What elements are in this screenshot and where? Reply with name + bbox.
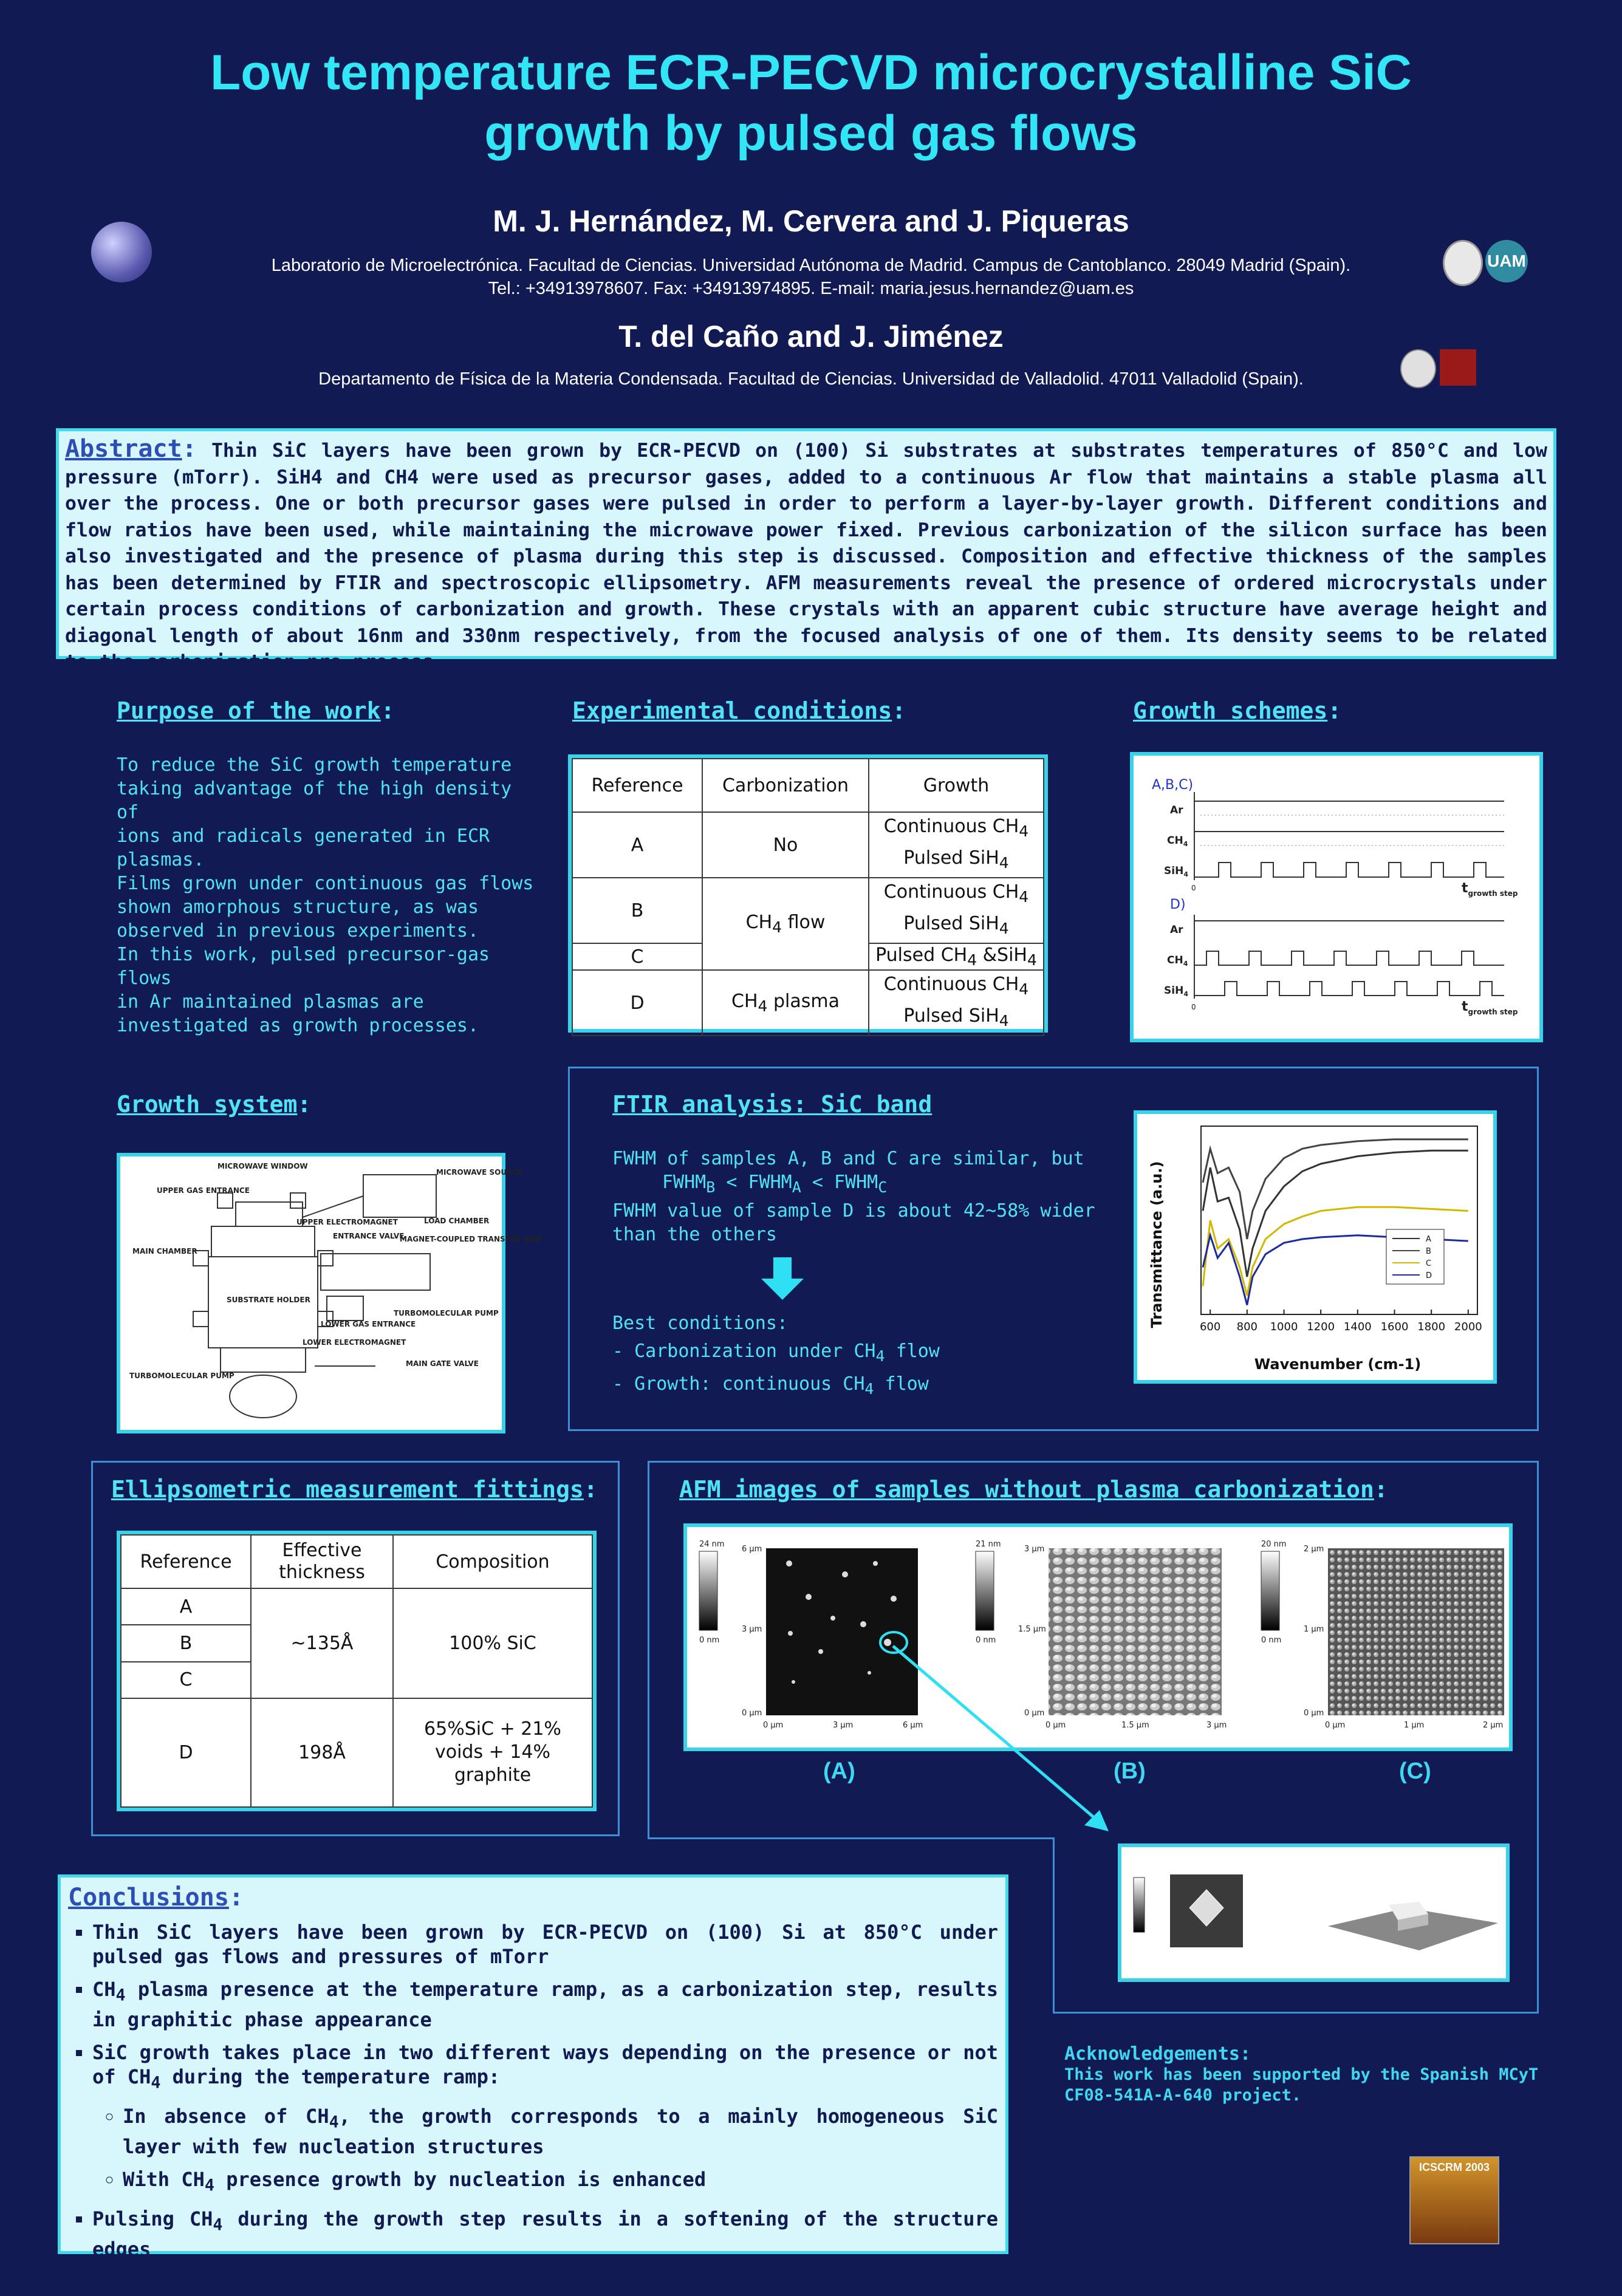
x-tick-label: 1800 xyxy=(1417,1321,1446,1333)
svg-text:6 μm: 6 μm xyxy=(742,1545,762,1554)
list-item: ▪ Thin SiC layers have been grown by ECR-PECVD on (100) Si at 850°C under pulsed gas flows and pressures of mTorr xyxy=(92,1920,998,1969)
series-line-B xyxy=(1203,1139,1468,1239)
svg-text:MICROWAVE SOURCE: MICROWAVE SOURCE xyxy=(436,1168,523,1177)
x-tick-label: 1000 xyxy=(1270,1321,1298,1333)
svg-text:UPPER GAS ENTRANCE: UPPER GAS ENTRANCE xyxy=(157,1186,250,1195)
table-row: C xyxy=(121,1662,592,1698)
svg-text:1.5 μm: 1.5 μm xyxy=(1018,1625,1046,1634)
ellipsometry-table-box xyxy=(117,1531,597,1811)
afm-label-c: (C) xyxy=(1399,1758,1431,1784)
svg-text:SUBSTRATE HOLDER: SUBSTRATE HOLDER xyxy=(227,1296,310,1304)
poster-title: Low temperature ECR-PECVD microcrystalline SiC growth by pulsed gas flows xyxy=(210,45,1412,161)
growth-system-heading: Growth system: xyxy=(117,1091,312,1118)
list-item: ◦ In absence of $CH_4$, the growth corresponds to a mainly homogeneous SiC layer with few nucleation structures xyxy=(123,2104,998,2159)
afm-zoom-box xyxy=(1118,1843,1510,1982)
svg-text:LOWER ELECTROMAGNET: LOWER ELECTROMAGNET xyxy=(303,1338,406,1347)
acknowledgements: Acknowledgements: This work has been supported by the Spanish MCyT CF08-541A-A-640 project. xyxy=(1064,2043,1539,2105)
chart-xlabel: Wavenumber (cm-1) xyxy=(1254,1356,1422,1373)
purpose-text: To reduce the SiC growth temperature taking advantage of the high density of ions and radicals generated in ECR plasmas. Films grown under continuous gas flows shown amorphous structure, as was observed in previous experiments. In this work, pulsed precursor-gas flows in Ar maintained plasmas are investigated as growth processes. xyxy=(117,754,534,1036)
authors-1: M. J. Hernández, M. Cervera and J. Piqueras xyxy=(493,204,1129,238)
valladolid-logo-icon xyxy=(1440,349,1476,386)
svg-text:2 μm: 2 μm xyxy=(1304,1545,1324,1554)
list-item: ▪ Pulsing $CH_4$ during the growth step results in a softening of the structure edges xyxy=(92,2207,998,2261)
svg-text:ENTRANCE VALVE: ENTRANCE VALVE xyxy=(333,1232,405,1240)
affiliation-1: Laboratorio de Microelectrónica. Facultad de Ciencias. Universidad Autónoma de Madrid. Campus de Cantoblanco. 28049 Madrid (Spain). Tel.: +34913978607. Fax: +34913974895. E-mail: maria.jesus.hernandez@uam.es xyxy=(271,256,1351,298)
scheme-label-abc: A,B,C) xyxy=(1152,777,1194,793)
university-seal-icon xyxy=(1443,240,1483,286)
experimental-heading: Experimental conditions: xyxy=(572,697,906,724)
scheme-label-d: D) xyxy=(1170,897,1186,912)
svg-text:CH4: $CH_4$ xyxy=(1167,835,1188,848)
svg-text:21 nm: 21 nm xyxy=(976,1540,1001,1549)
svg-text:0 μm: 0 μm xyxy=(763,1721,784,1730)
table-row: A ~135Å 100% SiC xyxy=(121,1588,592,1625)
afm-label-b: (B) xyxy=(1114,1758,1146,1784)
ftir-heading: FTIR analysis: SiC band xyxy=(612,1091,932,1118)
ftir-chart xyxy=(1137,1114,1493,1380)
legend-label: B xyxy=(1426,1247,1431,1256)
table-row: C Pulsed $CH_4$ &SiH$_4$ xyxy=(572,943,1044,970)
svg-text:0 μm: 0 μm xyxy=(1304,1709,1324,1718)
svg-text:MAIN GATE VALVE: MAIN GATE VALVE xyxy=(406,1359,479,1368)
svg-text:3 μm: 3 μm xyxy=(742,1625,762,1634)
svg-text:3 μm: 3 μm xyxy=(1206,1721,1227,1730)
svg-text:LOAD CHAMBER: LOAD CHAMBER xyxy=(424,1217,490,1225)
ellipsometry-heading: Ellipsometric measurement fittings: xyxy=(111,1476,598,1503)
x-tick-label: 1200 xyxy=(1307,1321,1335,1333)
afm-label-a: (A) xyxy=(823,1758,855,1784)
ellipsometry-table: Reference Effective thickness Composition A ~135Å 100% SiC B C D 198Å 65%SiC + 21% voids + 14% graphite xyxy=(120,1534,593,1808)
ftir-text: FWHM of samples A, B and C are similar, but $FWHM_B$ < $FWHM_A$ < $FWHM_C$ FWHM value of sample D is about 42~58% wider than the others xyxy=(612,1148,1095,1245)
svg-text:0 nm: 0 nm xyxy=(976,1636,996,1645)
affiliation-2: Departamento de Física de la Materia Condensada. Facultad de Ciencias. Universidad de Valladolid. 47011 Valladolid (Spain). xyxy=(318,369,1304,389)
legend-label: D xyxy=(1426,1271,1432,1280)
svg-text:0 nm: 0 nm xyxy=(699,1636,720,1645)
afm-zoom-images xyxy=(1121,1847,1506,1978)
svg-text:tgrowth step: $t_{growth step}$ xyxy=(1462,999,1518,1016)
svg-text:MICROWAVE WINDOW: MICROWAVE WINDOW xyxy=(217,1162,308,1170)
growth-schemes-heading: Growth schemes: xyxy=(1133,697,1342,724)
abstract-box xyxy=(56,428,1556,673)
growth-schemes-box xyxy=(1130,752,1543,1042)
legend-box xyxy=(1386,1229,1444,1284)
list-item: ▪ $CH_4$ plasma presence at the temperature ramp, as a carbonization step, results in graphitic phase appearance xyxy=(92,1977,998,2032)
down-arrow-icon xyxy=(761,1257,804,1300)
svg-text:1 μm: 1 μm xyxy=(1304,1625,1324,1634)
svg-text:2 μm: 2 μm xyxy=(1483,1721,1504,1730)
conclusions-box xyxy=(58,1874,1008,2261)
list-item: ▪ SiC growth takes place in two different ways depending on the presence or not of $CH_4$ during the temperature ramp: ◦ In absence of $CH_4$, the growth corresponds to a mainly homogeneous SiC layer with few nucleation structures ◦ With $CH_4$ presence growth by nucleation is enhanced xyxy=(92,2040,998,2198)
x-tick-label: 2000 xyxy=(1454,1321,1482,1333)
abstract-text: Abstract: Thin SiC layers have been grown by ECR-PECVD on (100) Si substrates at substrates temperatures of 850°C and low pressure (mTorr). SiH4 and CH4 were used as precursor gases, added to a continuous Ar flow that maintains a stable plasma all over the process. One or both precursor gases were pulsed in order to perform a layer-by-layer growth. Different conditions and flow ratios have been used, while maintaining the microwave power fixed. Previous carbonization of the silicon surface has been also investigated and the presence of plasma during this step is discussed. Composition and effective thickness of the samples has been determined by FTIR and spectroscopic ellipsometry. AFM measurements reveal the presence of ordered microcrystals under certain process conditions of carbonization and growth. These crystals with an apparent cubic structure have average height and diagonal length of about 16nm and 330nm respectively, from the focused analysis of one of them. Its density seems to be related to the carbonization pre-process. xyxy=(65,435,1547,673)
valladolid-seal-icon xyxy=(1400,349,1436,388)
table-row: B xyxy=(121,1625,592,1661)
svg-text:3 μm: 3 μm xyxy=(1024,1545,1045,1554)
svg-text:1.5 μm: 1.5 μm xyxy=(1121,1721,1149,1730)
table-row: A No Continuous $CH_4$ Pulsed SiH$_4$ xyxy=(572,812,1044,878)
svg-text:UPPER ELECTROMAGNET: UPPER ELECTROMAGNET xyxy=(296,1218,398,1226)
svg-text:0 μm: 0 μm xyxy=(742,1709,762,1718)
conference-logo-icon: ICSCRM 2003 xyxy=(1409,2156,1499,2244)
svg-text:LOWER GAS ENTRANCE: LOWER GAS ENTRANCE xyxy=(321,1320,416,1328)
chart-ylabel: Transmittance (a.u.) xyxy=(1148,1161,1165,1328)
svg-text:0: 0 xyxy=(1191,1003,1196,1011)
purpose-heading: Purpose of the work: xyxy=(117,697,395,724)
reactor-diagram xyxy=(120,1157,542,1430)
x-tick-label: 1400 xyxy=(1343,1321,1372,1333)
ftir-best-conditions: Best conditions: - Carbonization under $CH_4$ flow - Growth: continuous $CH_4$ flow xyxy=(612,1313,940,1398)
svg-text:SiH4: SiH$_4$ xyxy=(1164,865,1188,878)
table-row: B $CH_4$ flow Continuous $CH_4$ Pulsed SiH$_4$ xyxy=(572,878,1044,943)
afm-heading: AFM images of samples without plasma carbonization: xyxy=(679,1476,1388,1503)
svg-text:0 μm: 0 μm xyxy=(1045,1721,1066,1730)
svg-text:6 μm: 6 μm xyxy=(903,1721,923,1730)
legend-label: C xyxy=(1426,1259,1432,1268)
x-tick-label: 600 xyxy=(1199,1321,1221,1333)
svg-text:tgrowth step: $t_{growth step}$ xyxy=(1462,881,1518,898)
conclusions-heading: Conclusions: xyxy=(68,1884,244,1912)
svg-text:0 nm: 0 nm xyxy=(1261,1636,1282,1645)
legend-label: A xyxy=(1426,1235,1431,1244)
svg-text:0 μm: 0 μm xyxy=(1325,1721,1346,1730)
svg-text:SiH4: SiH$_4$ xyxy=(1164,985,1188,998)
abstract-label: Abstract xyxy=(65,435,182,463)
svg-text:3 μm: 3 μm xyxy=(833,1721,854,1730)
svg-text:0: 0 xyxy=(1191,884,1196,892)
uam-logo-icon: UAM xyxy=(1485,240,1528,282)
svg-text:24 nm: 24 nm xyxy=(699,1540,725,1549)
x-tick-label: 1600 xyxy=(1380,1321,1409,1333)
svg-text:CH4: $CH_4$ xyxy=(1167,954,1188,968)
ftir-chart-box xyxy=(1134,1110,1497,1384)
svg-text:TURBOMOLECULAR PUMP: TURBOMOLECULAR PUMP xyxy=(394,1309,499,1317)
x-tick-label: 800 xyxy=(1236,1321,1258,1333)
table-row: D $CH_4$ plasma Continuous $CH_4$ Pulsed SiH$_4$ xyxy=(572,970,1044,1036)
svg-text:20 nm: 20 nm xyxy=(1261,1540,1287,1549)
authors-2: T. del Caño and J. Jiménez xyxy=(618,319,1004,354)
afm-image-c xyxy=(1261,1540,1504,1730)
svg-text:MAGNET-COUPLED TRANSFER ARM: MAGNET-COUPLED TRANSFER ARM xyxy=(400,1235,542,1243)
conclusions-list xyxy=(68,1920,998,2261)
svg-text:Ar: Ar xyxy=(1170,924,1183,936)
svg-text:1 μm: 1 μm xyxy=(1404,1721,1425,1730)
svg-text:0 μm: 0 μm xyxy=(1024,1709,1045,1718)
svg-text:Ar: Ar xyxy=(1170,804,1183,816)
experimental-table-box xyxy=(568,754,1048,1033)
svg-text:TURBOMOLECULAR PUMP: TURBOMOLECULAR PUMP xyxy=(129,1372,234,1380)
growth-schemes-diagram xyxy=(1134,756,1539,1039)
zoom-arrow xyxy=(887,1640,1118,1840)
experimental-table: Reference Carbonization Growth A No Continuous $CH_4$ Pulsed SiH$_4$ B $CH_4$ flow Continuous $CH_4$ Pulsed SiH$_4$ C Pulsed $CH_4$ &SiH$_4$ D $CH_4$ plasma Continuous $CH_4$ Pulsed SiH$_4$ xyxy=(572,758,1044,1036)
growth-system-box xyxy=(117,1153,542,1433)
list-item: ◦ With $CH_4$ presence growth by nucleation is enhanced xyxy=(123,2167,998,2198)
svg-text:MAIN CHAMBER: MAIN CHAMBER xyxy=(132,1247,197,1256)
table-row: D 198Å 65%SiC + 21% voids + 14% graphite xyxy=(121,1698,592,1807)
